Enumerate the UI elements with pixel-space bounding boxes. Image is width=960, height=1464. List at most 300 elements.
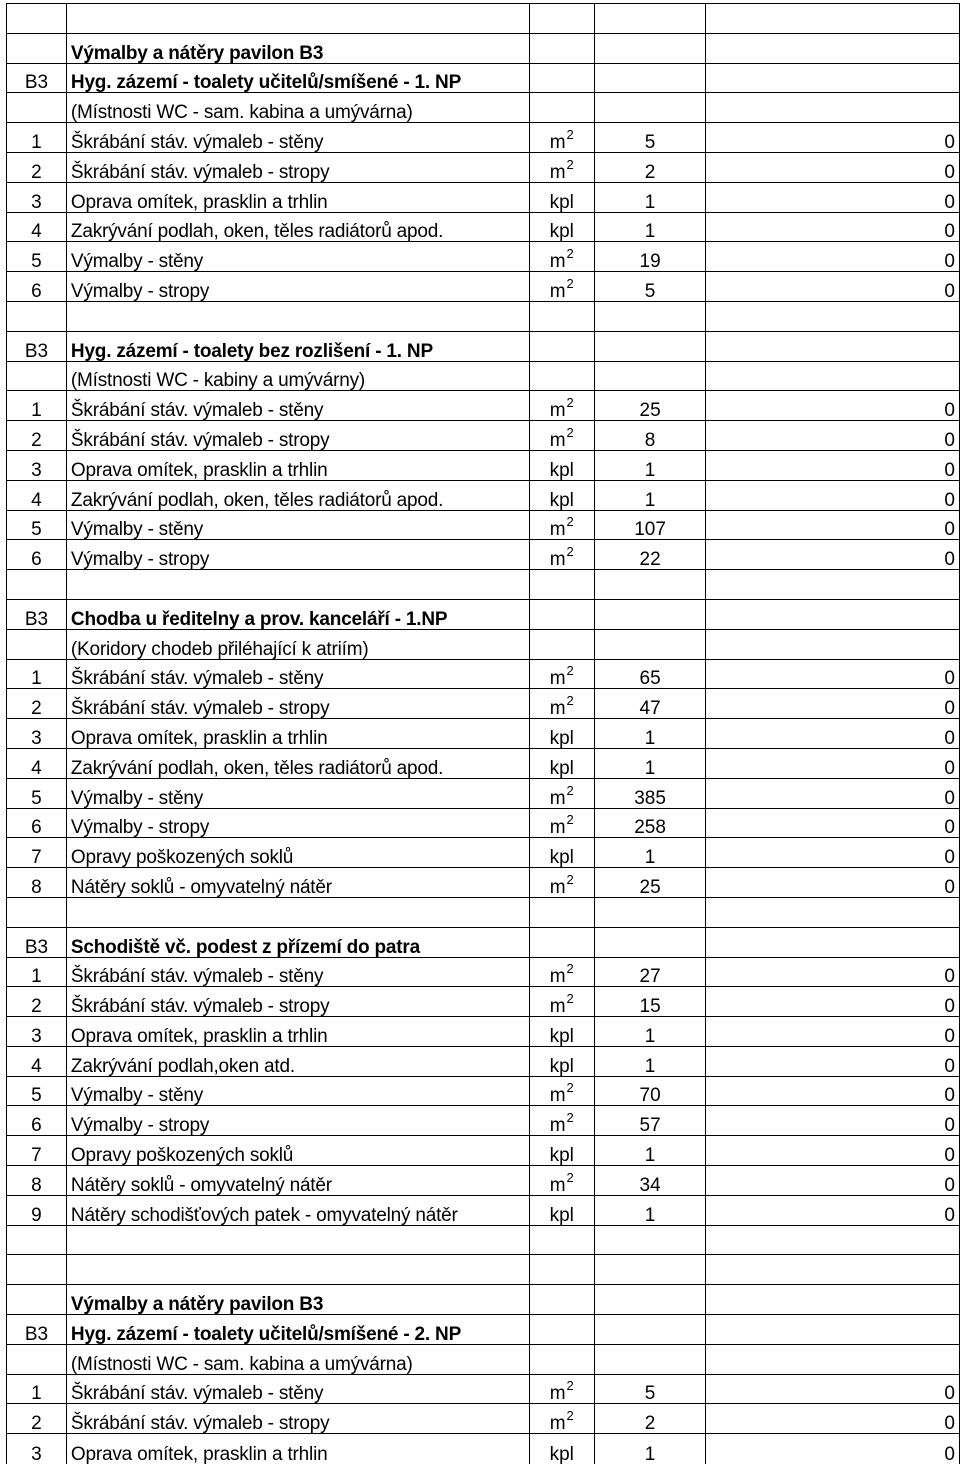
item-price: 0 xyxy=(706,1017,960,1047)
table-row-item xyxy=(7,540,960,570)
unit-exponent: 2 xyxy=(566,395,574,411)
table-row-item xyxy=(7,450,960,480)
table-row-item xyxy=(7,1046,960,1076)
unit-label: m xyxy=(549,787,566,809)
unit-label: m xyxy=(549,549,566,570)
cell-empty xyxy=(529,4,594,34)
item-price: 0 xyxy=(706,778,960,808)
item-quantity: 5 xyxy=(594,272,706,302)
table-row-blank xyxy=(7,301,960,331)
table-row-item xyxy=(7,778,960,808)
item-number: 1 xyxy=(7,659,67,689)
item-description: Oprava omítek, prasklin a trhlin xyxy=(66,450,529,480)
item-quantity: 107 xyxy=(594,510,706,540)
item-number: 6 xyxy=(7,272,67,302)
table-row-item xyxy=(7,1017,960,1047)
item-unit xyxy=(529,659,594,689)
item-number: 5 xyxy=(7,242,67,272)
item-number: 5 xyxy=(7,778,67,808)
table-row-blank xyxy=(7,897,960,927)
item-description: Oprava omítek, prasklin a trhlin xyxy=(66,182,529,212)
item-quantity: 1 xyxy=(594,748,706,778)
unit-label: m xyxy=(549,1085,566,1106)
table-row-item xyxy=(7,480,960,510)
sheet-title: Výmalby a nátěry pavilon B3 xyxy=(66,33,529,63)
cell-empty xyxy=(7,361,67,391)
unit-exponent: 2 xyxy=(566,275,574,291)
item-quantity: 1 xyxy=(594,1195,706,1225)
item-description: Škrábání stáv. výmaleb - stropy xyxy=(66,987,529,1017)
item-number: 2 xyxy=(7,421,67,451)
item-description: Oprava omítek, prasklin a trhlin xyxy=(66,719,529,749)
cell-empty xyxy=(66,1255,529,1285)
unit-label: kpl xyxy=(549,221,574,242)
cell-empty xyxy=(529,331,594,361)
unit-exponent: 2 xyxy=(566,961,574,977)
cell-empty xyxy=(706,33,960,63)
item-number: 3 xyxy=(7,1017,67,1047)
item-quantity: 70 xyxy=(594,1076,706,1106)
table-row-item xyxy=(7,719,960,749)
section-code: B3 xyxy=(7,63,67,93)
cell-empty xyxy=(706,93,960,123)
unit-label: kpl xyxy=(549,1443,574,1464)
item-number: 4 xyxy=(7,1046,67,1076)
item-unit xyxy=(529,1374,594,1404)
item-description: Zakrývání podlah,oken atd. xyxy=(66,1046,529,1076)
table-row-section xyxy=(7,1315,960,1345)
item-description: Výmalby - stropy xyxy=(66,272,529,302)
unit-exponent: 2 xyxy=(566,424,574,440)
cell-empty xyxy=(706,927,960,957)
item-unit xyxy=(529,421,594,451)
cell-empty xyxy=(529,1315,594,1345)
item-unit xyxy=(529,1106,594,1136)
item-unit xyxy=(529,748,594,778)
table-row-item xyxy=(7,1404,960,1434)
unit-label: m xyxy=(549,161,566,183)
estimate-table xyxy=(6,3,960,1464)
table-row-blank xyxy=(7,4,960,34)
cell-empty xyxy=(706,63,960,93)
item-quantity: 1 xyxy=(594,838,706,868)
section-note: (Koridory chodeb přiléhající k atriím) xyxy=(66,629,529,659)
cell-empty xyxy=(594,599,706,629)
unit-label: kpl xyxy=(549,757,574,779)
item-description: Škrábání stáv. výmaleb - stropy xyxy=(66,689,529,719)
table-row-item xyxy=(7,1434,960,1464)
unit-label: kpl xyxy=(549,1204,574,1226)
item-price: 0 xyxy=(706,689,960,719)
item-description: Zakrývání podlah, oken, těles radiátorů apod. xyxy=(66,748,529,778)
table-row-item xyxy=(7,987,960,1017)
item-unit xyxy=(529,242,594,272)
cell-empty xyxy=(66,4,529,34)
estimate-table-body xyxy=(7,4,960,1464)
unit-label: kpl xyxy=(549,1055,574,1077)
item-number: 6 xyxy=(7,808,67,838)
item-unit xyxy=(529,957,594,987)
item-unit xyxy=(529,152,594,182)
unit-label: m xyxy=(549,817,566,838)
item-price: 0 xyxy=(706,1434,960,1464)
item-price: 0 xyxy=(706,1046,960,1076)
section-note: (Místnosti WC - sam. kabina a umývárna) xyxy=(66,93,529,123)
table-row-item xyxy=(7,957,960,987)
item-description: Škrábání stáv. výmaleb - stěny xyxy=(66,1374,529,1404)
cell-empty xyxy=(7,1225,67,1255)
table-row-item xyxy=(7,1076,960,1106)
unit-label: kpl xyxy=(549,191,574,213)
item-quantity: 15 xyxy=(594,987,706,1017)
cell-empty xyxy=(529,93,594,123)
section-note: (Místnosti WC - kabiny a umývárny) xyxy=(66,361,529,391)
table-row-section xyxy=(7,63,960,93)
cell-empty xyxy=(529,927,594,957)
cell-empty xyxy=(706,629,960,659)
unit-exponent: 2 xyxy=(566,156,574,172)
unit-exponent: 2 xyxy=(566,514,574,530)
item-quantity: 34 xyxy=(594,1166,706,1196)
cell-empty xyxy=(529,897,594,927)
item-quantity: 1 xyxy=(594,719,706,749)
item-price: 0 xyxy=(706,719,960,749)
item-quantity: 5 xyxy=(594,123,706,153)
cell-empty xyxy=(594,1225,706,1255)
item-description: Oprava omítek, prasklin a trhlin xyxy=(66,1017,529,1047)
unit-label: m xyxy=(549,519,566,540)
table-row-item xyxy=(7,808,960,838)
cell-empty xyxy=(594,629,706,659)
cell-empty xyxy=(7,1344,67,1374)
cell-empty xyxy=(706,301,960,331)
item-price: 0 xyxy=(706,659,960,689)
item-number: 3 xyxy=(7,1434,67,1464)
item-number: 3 xyxy=(7,182,67,212)
table-row-item xyxy=(7,1136,960,1166)
item-number: 8 xyxy=(7,868,67,898)
unit-exponent: 2 xyxy=(566,812,574,828)
cell-empty xyxy=(7,629,67,659)
item-price: 0 xyxy=(706,391,960,421)
item-number: 1 xyxy=(7,1374,67,1404)
item-description: Škrábání stáv. výmaleb - stropy xyxy=(66,152,529,182)
cell-empty xyxy=(706,1344,960,1374)
item-unit xyxy=(529,1166,594,1196)
item-price: 0 xyxy=(706,421,960,451)
unit-exponent: 2 xyxy=(566,663,574,679)
item-description: Zakrývání podlah, oken, těles radiátorů apod. xyxy=(66,480,529,510)
table-row-item xyxy=(7,868,960,898)
section-title: Hyg. zázemí - toalety učitelů/smíšené - 2. NP xyxy=(66,1315,529,1345)
cell-empty xyxy=(7,897,67,927)
item-description: Opravy poškozených soklů xyxy=(66,1136,529,1166)
cell-empty xyxy=(594,570,706,600)
cell-empty xyxy=(706,4,960,34)
item-unit xyxy=(529,510,594,540)
cell-empty xyxy=(7,33,67,63)
table-row-item xyxy=(7,510,960,540)
item-quantity: 5 xyxy=(594,1374,706,1404)
item-quantity: 1 xyxy=(594,1434,706,1464)
item-number: 6 xyxy=(7,540,67,570)
cell-empty xyxy=(594,331,706,361)
unit-label: kpl xyxy=(549,727,574,749)
table-row-blank xyxy=(7,1225,960,1255)
item-price: 0 xyxy=(706,242,960,272)
table-row-item xyxy=(7,1166,960,1196)
table-row-note xyxy=(7,629,960,659)
table-row-item xyxy=(7,1195,960,1225)
item-quantity: 1 xyxy=(594,1017,706,1047)
item-price: 0 xyxy=(706,510,960,540)
cell-empty xyxy=(7,93,67,123)
table-row-item xyxy=(7,659,960,689)
item-description: Škrábání stáv. výmaleb - stropy xyxy=(66,421,529,451)
item-number: 2 xyxy=(7,152,67,182)
sheet-title: Výmalby a nátěry pavilon B3 xyxy=(66,1285,529,1315)
item-quantity: 1 xyxy=(594,1046,706,1076)
table-row-title xyxy=(7,33,960,63)
item-quantity: 65 xyxy=(594,659,706,689)
cell-empty xyxy=(594,927,706,957)
item-quantity: 2 xyxy=(594,152,706,182)
item-quantity: 22 xyxy=(594,540,706,570)
item-description: Oprava omítek, prasklin a trhlin xyxy=(66,1434,529,1464)
item-description: Výmalby - stropy xyxy=(66,540,529,570)
item-quantity: 25 xyxy=(594,868,706,898)
cell-empty xyxy=(529,1285,594,1315)
cell-empty xyxy=(529,63,594,93)
table-row-item xyxy=(7,182,960,212)
cell-empty xyxy=(529,301,594,331)
section-note: (Místnosti WC - sam. kabina a umývárna) xyxy=(66,1344,529,1374)
unit-label: m xyxy=(549,1115,566,1136)
item-number: 5 xyxy=(7,510,67,540)
section-title: Chodba u ředitelny a prov. kanceláří - 1.NP xyxy=(66,599,529,629)
item-quantity: 57 xyxy=(594,1106,706,1136)
item-number: 8 xyxy=(7,1166,67,1196)
table-row-item xyxy=(7,421,960,451)
item-price: 0 xyxy=(706,540,960,570)
unit-label: m xyxy=(549,876,566,898)
unit-label: m xyxy=(549,698,566,719)
item-number: 7 xyxy=(7,1136,67,1166)
item-description: Škrábání stáv. výmaleb - stěny xyxy=(66,123,529,153)
cell-empty xyxy=(706,361,960,391)
item-price: 0 xyxy=(706,1374,960,1404)
item-price: 0 xyxy=(706,123,960,153)
cell-empty xyxy=(594,33,706,63)
section-title: Hyg. zázemí - toalety bez rozlišení - 1. NP xyxy=(66,331,529,361)
table-row-note xyxy=(7,361,960,391)
table-row-item xyxy=(7,748,960,778)
unit-label: m xyxy=(549,429,566,451)
item-description: Zakrývání podlah, oken, těles radiátorů apod. xyxy=(66,212,529,242)
item-price: 0 xyxy=(706,152,960,182)
unit-exponent: 2 xyxy=(566,544,574,560)
item-number: 2 xyxy=(7,987,67,1017)
item-number: 3 xyxy=(7,450,67,480)
item-number: 2 xyxy=(7,689,67,719)
cell-empty xyxy=(7,570,67,600)
item-description: Výmalby - stropy xyxy=(66,1106,529,1136)
item-quantity: 19 xyxy=(594,242,706,272)
cell-empty xyxy=(594,63,706,93)
item-description: Škrábání stáv. výmaleb - stěny xyxy=(66,957,529,987)
item-unit xyxy=(529,719,594,749)
item-number: 2 xyxy=(7,1404,67,1434)
cell-empty xyxy=(529,629,594,659)
item-price: 0 xyxy=(706,1195,960,1225)
cell-empty xyxy=(594,361,706,391)
item-price: 0 xyxy=(706,838,960,868)
item-description: Výmalby - stěny xyxy=(66,242,529,272)
item-unit xyxy=(529,212,594,242)
unit-label: kpl xyxy=(549,1025,574,1047)
cell-empty xyxy=(594,897,706,927)
item-price: 0 xyxy=(706,1404,960,1434)
table-row-title xyxy=(7,1285,960,1315)
table-row-item xyxy=(7,1106,960,1136)
table-row-item xyxy=(7,1374,960,1404)
cell-empty xyxy=(594,1255,706,1285)
cell-empty xyxy=(594,1344,706,1374)
item-price: 0 xyxy=(706,480,960,510)
item-quantity: 25 xyxy=(594,391,706,421)
item-unit xyxy=(529,1434,594,1464)
item-unit xyxy=(529,808,594,838)
item-unit xyxy=(529,450,594,480)
cell-empty xyxy=(594,4,706,34)
item-unit xyxy=(529,1046,594,1076)
cell-empty xyxy=(706,1225,960,1255)
item-price: 0 xyxy=(706,748,960,778)
unit-label: m xyxy=(549,1174,566,1196)
cell-empty xyxy=(7,4,67,34)
item-description: Nátěry schodišťových patek - omyvatelný nátěr xyxy=(66,1195,529,1225)
item-unit xyxy=(529,480,594,510)
item-price: 0 xyxy=(706,182,960,212)
item-quantity: 2 xyxy=(594,1404,706,1434)
item-quantity: 1 xyxy=(594,480,706,510)
item-unit xyxy=(529,1017,594,1047)
item-unit xyxy=(529,689,594,719)
unit-label: m xyxy=(549,966,566,987)
item-quantity: 47 xyxy=(594,689,706,719)
cell-empty xyxy=(7,1285,67,1315)
cell-empty xyxy=(706,1255,960,1285)
item-price: 0 xyxy=(706,450,960,480)
item-unit xyxy=(529,838,594,868)
unit-label: m xyxy=(549,400,566,421)
unit-label: m xyxy=(549,996,566,1017)
section-title: Schodiště vč. podest z přízemí do patra xyxy=(66,927,529,957)
item-price: 0 xyxy=(706,1106,960,1136)
section-title: Hyg. zázemí - toalety učitelů/smíšené - 1. NP xyxy=(66,63,529,93)
table-row-item xyxy=(7,123,960,153)
item-price: 0 xyxy=(706,1076,960,1106)
unit-label: m xyxy=(549,1413,566,1434)
unit-exponent: 2 xyxy=(566,1080,574,1096)
table-row-item xyxy=(7,212,960,242)
cell-empty xyxy=(706,1285,960,1315)
item-number: 1 xyxy=(7,123,67,153)
cell-empty xyxy=(529,570,594,600)
item-price: 0 xyxy=(706,987,960,1017)
cell-empty xyxy=(66,301,529,331)
item-quantity: 258 xyxy=(594,808,706,838)
cell-empty xyxy=(706,897,960,927)
item-quantity: 385 xyxy=(594,778,706,808)
item-price: 0 xyxy=(706,868,960,898)
item-unit xyxy=(529,778,594,808)
item-description: Výmalby - stropy xyxy=(66,808,529,838)
item-unit xyxy=(529,182,594,212)
item-price: 0 xyxy=(706,957,960,987)
section-code: B3 xyxy=(7,331,67,361)
table-row-item xyxy=(7,242,960,272)
cell-empty xyxy=(66,1225,529,1255)
item-number: 1 xyxy=(7,957,67,987)
item-unit xyxy=(529,123,594,153)
item-quantity: 8 xyxy=(594,421,706,451)
cell-empty xyxy=(706,570,960,600)
item-unit xyxy=(529,272,594,302)
item-number: 9 xyxy=(7,1195,67,1225)
item-number: 7 xyxy=(7,838,67,868)
unit-exponent: 2 xyxy=(566,1378,574,1394)
cell-empty xyxy=(529,1225,594,1255)
table-row-item xyxy=(7,838,960,868)
item-unit xyxy=(529,540,594,570)
item-number: 5 xyxy=(7,1076,67,1106)
cell-empty xyxy=(529,1255,594,1285)
cell-empty xyxy=(66,897,529,927)
table-row-note xyxy=(7,93,960,123)
cell-empty xyxy=(7,301,67,331)
cell-empty xyxy=(7,1255,67,1285)
cell-empty xyxy=(66,570,529,600)
table-row-blank xyxy=(7,570,960,600)
unit-label: kpl xyxy=(549,489,574,511)
cell-empty xyxy=(529,33,594,63)
item-number: 1 xyxy=(7,391,67,421)
item-description: Nátěry soklů - omyvatelný nátěr xyxy=(66,868,529,898)
unit-exponent: 2 xyxy=(566,693,574,709)
item-description: Opravy poškozených soklů xyxy=(66,838,529,868)
item-description: Škrábání stáv. výmaleb - stěny xyxy=(66,391,529,421)
item-quantity: 1 xyxy=(594,212,706,242)
unit-exponent: 2 xyxy=(566,126,574,142)
unit-label: m xyxy=(549,1383,566,1404)
item-price: 0 xyxy=(706,1166,960,1196)
table-row-section xyxy=(7,599,960,629)
table-row-note xyxy=(7,1344,960,1374)
unit-exponent: 2 xyxy=(566,991,574,1007)
item-unit xyxy=(529,1195,594,1225)
unit-label: m xyxy=(549,668,566,689)
cell-empty xyxy=(594,1315,706,1345)
item-unit xyxy=(529,1136,594,1166)
item-price: 0 xyxy=(706,808,960,838)
unit-exponent: 2 xyxy=(566,246,574,262)
cell-empty xyxy=(594,93,706,123)
item-quantity: 1 xyxy=(594,1136,706,1166)
unit-exponent: 2 xyxy=(566,782,574,798)
item-description: Škrábání stáv. výmaleb - stropy xyxy=(66,1404,529,1434)
table-row-item xyxy=(7,152,960,182)
